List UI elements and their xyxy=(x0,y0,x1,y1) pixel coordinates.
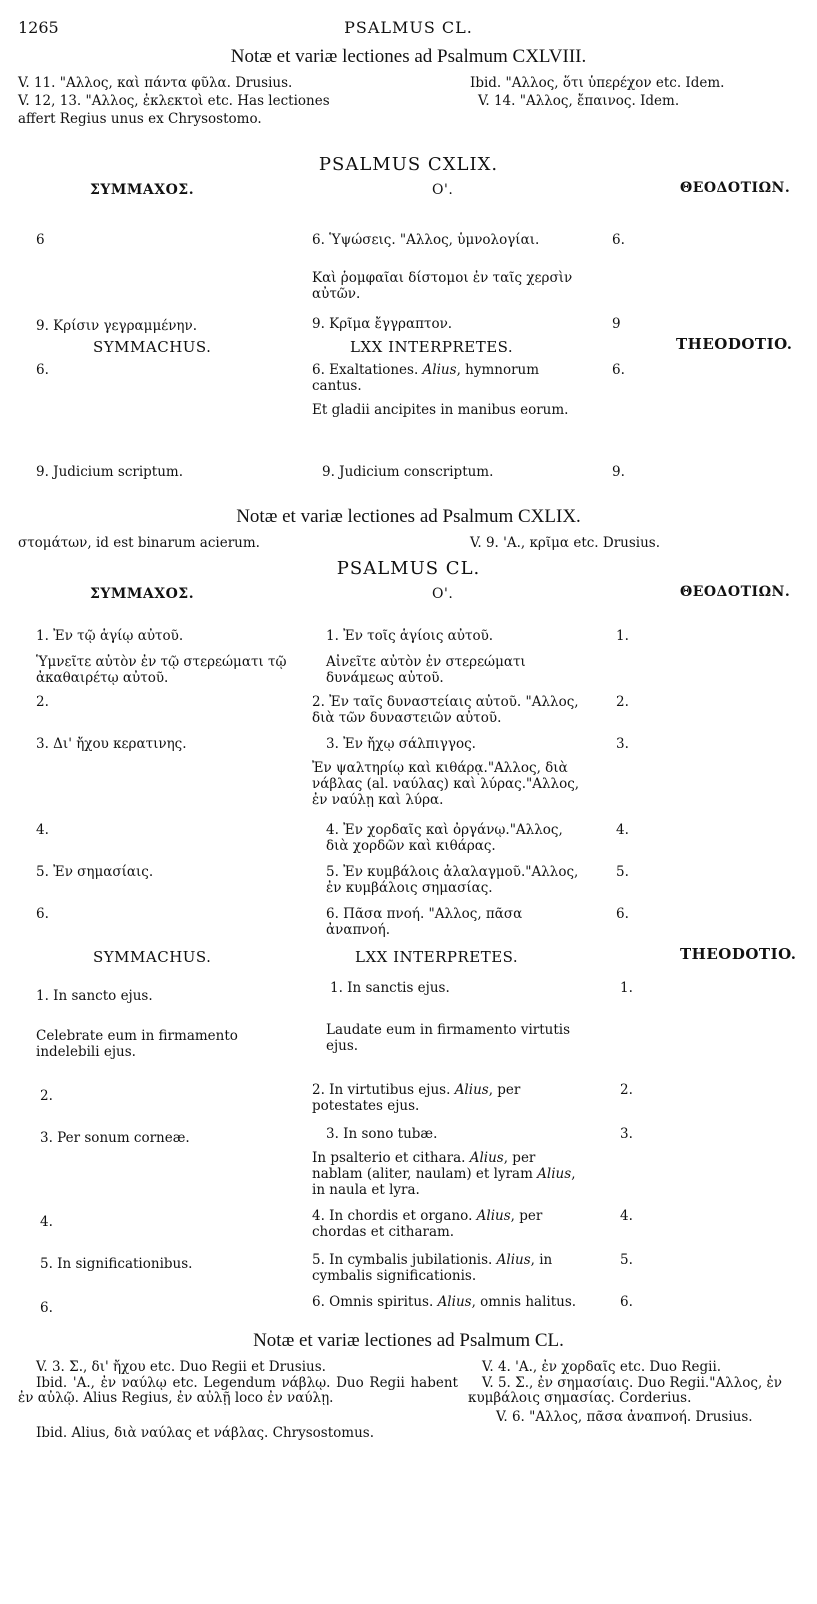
ps150-l-l-3: 3. In sono tubæ. xyxy=(326,1126,438,1142)
ps150-l-l-4: 4. In chordis et organo. Alius, per chordas et citharam. xyxy=(312,1208,543,1240)
notes-148-title: Notæ et variæ lectiones ad Psalmum CXLVIII. xyxy=(230,46,587,67)
notes-148-line-2: V. 12, 13. "Αλλος, ἐκλεκτοὶ etc. Has lectiones xyxy=(18,93,330,109)
ps150-l-t-5: 5. xyxy=(620,1252,633,1268)
ps150-l-s-6: 6. xyxy=(40,1300,53,1316)
notes-149-right: V. 9. 'Α., κρῖμα etc. Drusius. xyxy=(470,535,661,551)
notes-149-left: στομάτων, id est binarum acierum. xyxy=(18,535,260,551)
col-header-symmachus-latin: SYMMACHUS. xyxy=(93,338,212,356)
notes-150-title: Notæ et variæ lectiones ad Psalmum CL. xyxy=(253,1330,564,1351)
notes-150-left-3: Ibid. Alius, διὰ ναύλας et νάβλας. Chrysostomus. xyxy=(36,1425,374,1441)
ps150-l-s-5: 5. In significationibus. xyxy=(40,1256,193,1272)
ps150-l-t-3: 3. xyxy=(620,1126,633,1142)
notes-149-title: Notæ et variæ lectiones ad Psalmum CXLIX. xyxy=(236,506,581,527)
ps150-l-s-4: 4. xyxy=(40,1214,53,1230)
notes-150-right-1: V. 4. 'Α., ἐν χορδαῖς etc. Duo Regii. xyxy=(482,1359,722,1375)
notes-148-line-1: V. 11. "Αλλος, καὶ πάντα φῦλα. Drusius. xyxy=(18,75,293,91)
ps149-lat-t-6: 6. xyxy=(612,362,625,378)
ps149-s-9: 9. Κρίσιν γεγραμμένην. xyxy=(36,318,198,334)
ps149-lat-lxx-9: 9. Judicium conscriptum. xyxy=(322,464,494,480)
ps149-lxx-6a: 6. Ὑψώσεις. "Αλλος, ὑμνολογίαι. xyxy=(312,232,540,248)
ps150-l-s-1b: Celebrate eum in firmamento indelebili ejus. xyxy=(36,1028,238,1060)
notes-150-left-2: Ibid. 'Α., ἐν ναύλῳ etc. Legendum νάβλῳ. Duo Regii habent ἐν αὐλῷ. Alius Regius, ἐν αὐλῇ loco ἐν ναύλῃ. xyxy=(18,1375,458,1406)
ps150-g-t-2: 2. xyxy=(616,694,629,710)
ps149-t-9: 9 xyxy=(612,316,621,332)
ps150-l-t-1: 1. xyxy=(620,980,633,996)
col-header-lxx-latin: LXX INTERPRETES. xyxy=(350,338,514,356)
running-title: PSALMUS CL. xyxy=(344,18,473,37)
ps150-g-s-1b: Ὑμνεῖτε αὐτὸν ἐν τῷ στερεώματι τῷ ἀκαθαιρέτῳ αὐτοῦ. xyxy=(36,654,287,686)
ps149-lat-s-9: 9. Judicium scriptum. xyxy=(36,464,184,480)
col-header-symmachus-greek: ΣΥΜΜΑΧΟΣ. xyxy=(90,182,195,198)
ps150-g-l-3b: Ἐν ψαλτηρίῳ καὶ κιθάρᾳ."Αλλος, διὰ νάβλας (al. ναύλας) καὶ λύρας."Αλλος, ἐν ναύλῃ καὶ λύρα. xyxy=(312,760,580,808)
page-number: 1265 xyxy=(18,18,59,37)
notes-148-right-1: Ibid. "Αλλος, ὅτι ὑπερέχον etc. Idem. xyxy=(470,75,725,91)
ps150-g-l-2: 2. Ἐν ταῖς δυναστείαις αὐτοῦ. "Αλλος, διὰ τῶν δυναστειῶν αὐτοῦ. xyxy=(312,694,579,726)
col-header-symmachus-greek-150: ΣΥΜΜΑΧΟΣ. xyxy=(90,586,195,602)
ps150-g-t-5: 5. xyxy=(616,864,629,880)
col-header-theodotio-latin-150: THEODOTIO. xyxy=(680,945,797,963)
ps150-l-t-4: 4. xyxy=(620,1208,633,1224)
ps150-g-l-1b: Αἰνεῖτε αὐτὸν ἐν στερεώματι δυνάμεως αὐτοῦ. xyxy=(326,654,526,686)
ps150-g-s-3: 3. Δι' ἤχου κερατινης. xyxy=(36,736,187,752)
ps149-lat-lxx-6b: Et gladii ancipites in manibus eorum. xyxy=(312,402,569,418)
ps150-l-l-6: 6. Omnis spiritus. Alius, omnis halitus. xyxy=(312,1294,577,1310)
ps150-g-t-1: 1. xyxy=(616,628,629,644)
ps149-s-6: 6 xyxy=(36,232,45,248)
col-header-theodotion-greek: ΘΕΟΔΟΤΙΩΝ. xyxy=(680,180,791,196)
ps150-l-s-3: 3. Per sonum corneæ. xyxy=(40,1130,190,1146)
notes-148-right-2: V. 14. "Αλλος, ἔπαινος. Idem. xyxy=(478,93,680,109)
ps149-lat-lxx-6a: 6. Exaltationes. Alius, hymnorum cantus. xyxy=(312,362,540,394)
ps150-l-l-2: 2. In virtutibus ejus. Alius, per potestates ejus. xyxy=(312,1082,521,1114)
col-header-lxx-latin-150: LXX INTERPRETES. xyxy=(355,948,519,966)
ps150-g-s-5: 5. Ἐν σημασίαις. xyxy=(36,864,154,880)
ps150-g-l-5: 5. Ἐν κυμβάλοις ἀλαλαγμοῦ."Αλλος, ἐν κυμβάλοις σημασίας. xyxy=(326,864,579,896)
ps150-g-s-1: 1. Ἐν τῷ ἁγίῳ αὐτοῦ. xyxy=(36,628,184,644)
col-header-symmachus-latin-150: SYMMACHUS. xyxy=(93,948,212,966)
col-header-lxx-greek-150: O'. xyxy=(432,586,454,602)
ps149-lat-s-6: 6. xyxy=(36,362,49,378)
notes-150-left-1: V. 3. Σ., δι' ἤχου etc. Duo Regii et Drusius. xyxy=(36,1359,326,1375)
ps150-g-s-4: 4. xyxy=(36,822,49,838)
ps150-g-l-3: 3. Ἐν ἤχῳ σάλπιγγος. xyxy=(326,736,476,752)
running-header xyxy=(18,18,799,40)
ps150-g-s-2: 2. xyxy=(36,694,49,710)
ps150-l-l-3b: In psalterio et cithara. Alius, per nablam (aliter, naulam) et lyram Alius, in naula et lyra. xyxy=(312,1150,576,1198)
col-header-theodotion-greek-150: ΘΕΟΔΟΤΙΩΝ. xyxy=(680,584,791,600)
ps150-g-t-3: 3. xyxy=(616,736,629,752)
ps150-g-s-6: 6. xyxy=(36,906,49,922)
ps150-l-l-1b: Laudate eum in firmamento virtutis ejus. xyxy=(326,1022,571,1054)
ps150-l-l-1: 1. In sanctis ejus. xyxy=(330,980,450,996)
notes-150-right-3: V. 6. "Αλλος, πᾶσα ἀναπνοή. Drusius. xyxy=(496,1409,753,1425)
ps150-g-l-4: 4. Ἐν χορδαῖς καὶ ὀργάνῳ."Αλλος, διὰ χορδῶν καὶ κιθάρας. xyxy=(326,822,563,854)
psalm-149-title: PSALMUS CXLIX. xyxy=(318,154,499,175)
ps150-l-s-1: 1. In sancto ejus. xyxy=(36,988,153,1004)
ps149-lxx-9: 9. Κρῖμα ἔγγραπτον. xyxy=(312,316,453,332)
notes-148-line-3: affert Regius unus ex Chrysostomo. xyxy=(18,111,262,127)
ps149-t-6: 6. xyxy=(612,232,625,248)
ps150-g-t-6: 6. xyxy=(616,906,629,922)
ps149-lat-t-9: 9. xyxy=(612,464,625,480)
notes-150-right-2: V. 5. Σ., ἐν σημασίαις. Duo Regii."Αλλος, ἐν κυμβάλοις σημασίας. Corderius. xyxy=(468,1375,783,1406)
ps150-l-t-6: 6. xyxy=(620,1294,633,1310)
ps150-l-l-5: 5. In cymbalis jubilationis. Alius, in cymbalis significationis. xyxy=(312,1252,553,1284)
psalm-150-title: PSALMUS CL. xyxy=(336,558,481,579)
col-header-lxx-greek: O'. xyxy=(432,182,454,198)
col-header-theodotio-latin: THEODOTIO. xyxy=(676,335,793,353)
ps150-g-l-1: 1. Ἐν τοῖς ἁγίοις αὐτοῦ. xyxy=(326,628,494,644)
ps150-l-s-2: 2. xyxy=(40,1088,53,1104)
ps150-g-t-4: 4. xyxy=(616,822,629,838)
ps150-l-t-2: 2. xyxy=(620,1082,633,1098)
ps150-g-l-6: 6. Πᾶσα πνοή. "Αλλος, πᾶσα ἀναπνοή. xyxy=(326,906,523,938)
ps149-lxx-6b: Καὶ ῥομφαῖαι δίστομοι ἐν ταῖς χερσὶν αὐτῶν. xyxy=(312,270,573,302)
